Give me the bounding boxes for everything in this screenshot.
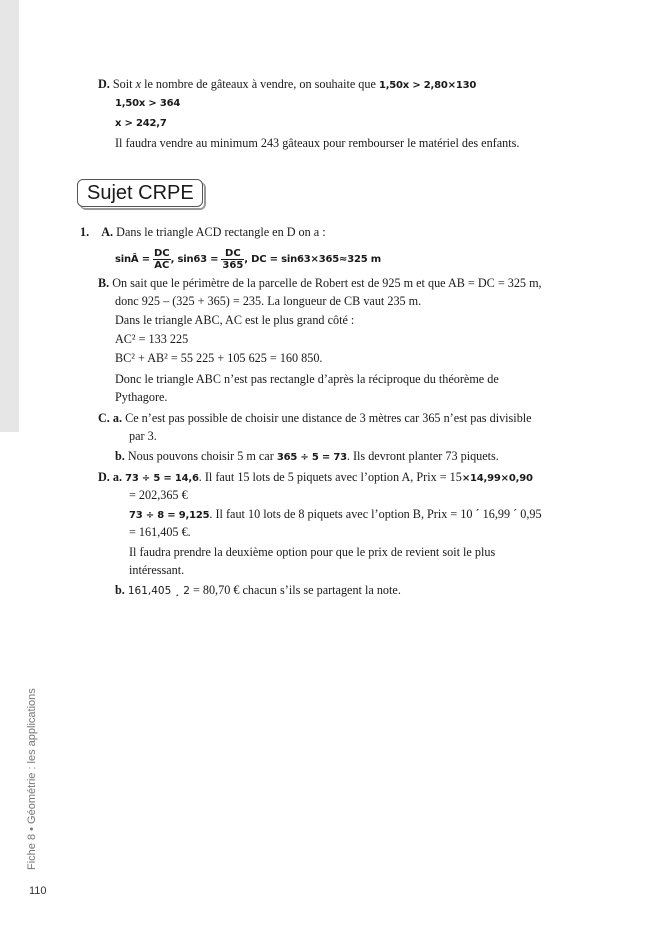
part-d-step-1: 1,50x > 364 [115, 98, 181, 109]
part-d-text-b: le nombre de gâteaux à vendre, on souhaite que [141, 77, 379, 91]
q1-c-b-label: b. [115, 449, 125, 463]
chapter-side-title: Fiche 8 • Géométrie : les applications [26, 688, 38, 870]
q1-d-a-math-1: 73 ÷ 5 = 14,6 [125, 473, 199, 484]
q1-c-b-text-end: . Ils devront planter 73 piquets. [346, 449, 499, 463]
q1-d-b-line [115, 582, 401, 599]
q1-c-a-label: a. [112, 411, 123, 425]
side-margin-bar [0, 0, 19, 432]
q1-c-b-line [115, 448, 499, 466]
q1-c-a-text: Ce n’est pas possible de choisir une distance de 3 mètres car 365 n’est pas divisible [125, 411, 532, 425]
fraction-dc-365 [221, 248, 244, 271]
q1-c-b-text: Nous pouvons choisir 5 m car [127, 449, 277, 463]
q1-d-a-text-3: . Il faut 10 lots de 8 piquets avec l’option B, Prix = 10 ´ 16,99 ´ 0,95 [209, 507, 542, 521]
q1-d-a-line-3 [129, 506, 542, 524]
part-d-text-a: Soit [112, 77, 136, 91]
q1-d-a-line-4: = 161,405 €. [129, 525, 191, 539]
q1-c-label: C. [98, 411, 110, 425]
q1-d-b-math: 161,405 ¸ 2 [127, 585, 190, 597]
part-d-line-1 [98, 76, 476, 94]
q1-a-intro [80, 224, 326, 240]
q1-d-a-line-2: = 202,365 € [129, 488, 188, 502]
formula-sin-a: sinÂ = [115, 254, 150, 265]
q1-c-a-line-1 [98, 410, 532, 426]
q1-b-line-2: donc 925 – (325 + 365) = 235. La longueur de CB vaut 235 m. [115, 294, 422, 308]
q1-c-b-math: 365 ÷ 5 = 73 [276, 452, 347, 463]
q1-d-a-label: a. [112, 470, 123, 484]
q1-a-intro-text: Dans le triangle ACD rectangle en D on a : [116, 225, 326, 239]
q1-b-line-3: Dans le triangle ABC, AC est le plus grand côté : [115, 313, 355, 327]
q1-b-line-6: Donc le triangle ABC n’est pas rectangle d’après la réciproque du théorème de [115, 372, 499, 386]
q1-b-line-5: BC² + AB² = 55 225 + 105 625 = 160 850. [115, 351, 323, 365]
q1-d-b-label: b. [115, 583, 125, 597]
q1-a-label: A. [101, 225, 114, 239]
q1-b-line-7: Pythagore. [115, 390, 168, 404]
q1-d-a-line-6: intéressant. [129, 563, 185, 577]
q1-c-a-line-2: par 3. [129, 429, 157, 443]
q1-b-line-1 [98, 275, 542, 291]
formula-sin-63: , sin63 = [170, 254, 219, 265]
q1-d-a-line-5: Il faudra prendre la deuxième option pour que le prix de revient soit le plus [129, 545, 496, 559]
q1-b-label: B. [98, 276, 110, 290]
q1-a-formula [115, 246, 381, 272]
q1-d-a-text-1: . Il faut 15 lots de 5 piquets avec l’option A, Prix = 15 [198, 470, 462, 484]
q1-d-label: D. [98, 470, 110, 484]
q1-d-a-line-1 [98, 469, 533, 487]
q1-b-text-1: On sait que le périmètre de la parcelle de Robert est de 925 m et que AB = DC = 325 m, [112, 276, 542, 290]
part-d-step-2: x > 242,7 [115, 118, 167, 129]
part-d-var-x: x [135, 77, 142, 91]
fraction-denominator: AC [154, 259, 170, 271]
part-d-label: D. [98, 77, 110, 91]
q1-number: 1. [80, 225, 90, 239]
fraction-denominator: 365 [222, 259, 244, 271]
page-number: 110 [29, 885, 47, 897]
part-d-inequality: 1,50x > 2,80×130 [378, 80, 477, 91]
fraction-dc-ac [153, 248, 171, 271]
q1-b-line-4: AC² = 133 225 [115, 332, 189, 346]
q1-d-a-math-3: 73 ÷ 8 = 9,125 [129, 510, 210, 521]
part-d-conclusion: Il faudra vendre au minimum 243 gâteaux pour rembourser le matériel des enfants. [115, 136, 520, 150]
fraction-numerator: DC [221, 248, 244, 260]
fraction-numerator: DC [153, 247, 170, 259]
formula-dc-result: , DC = sin63×365≈325 m [244, 254, 381, 265]
q1-d-b-text: = 80,70 € chacun s’ils se partagent la note. [189, 583, 401, 597]
sujet-crpe-heading: Sujet CRPE [77, 179, 203, 207]
q1-d-a-math-2: ×14,99×0,90 [461, 473, 533, 484]
